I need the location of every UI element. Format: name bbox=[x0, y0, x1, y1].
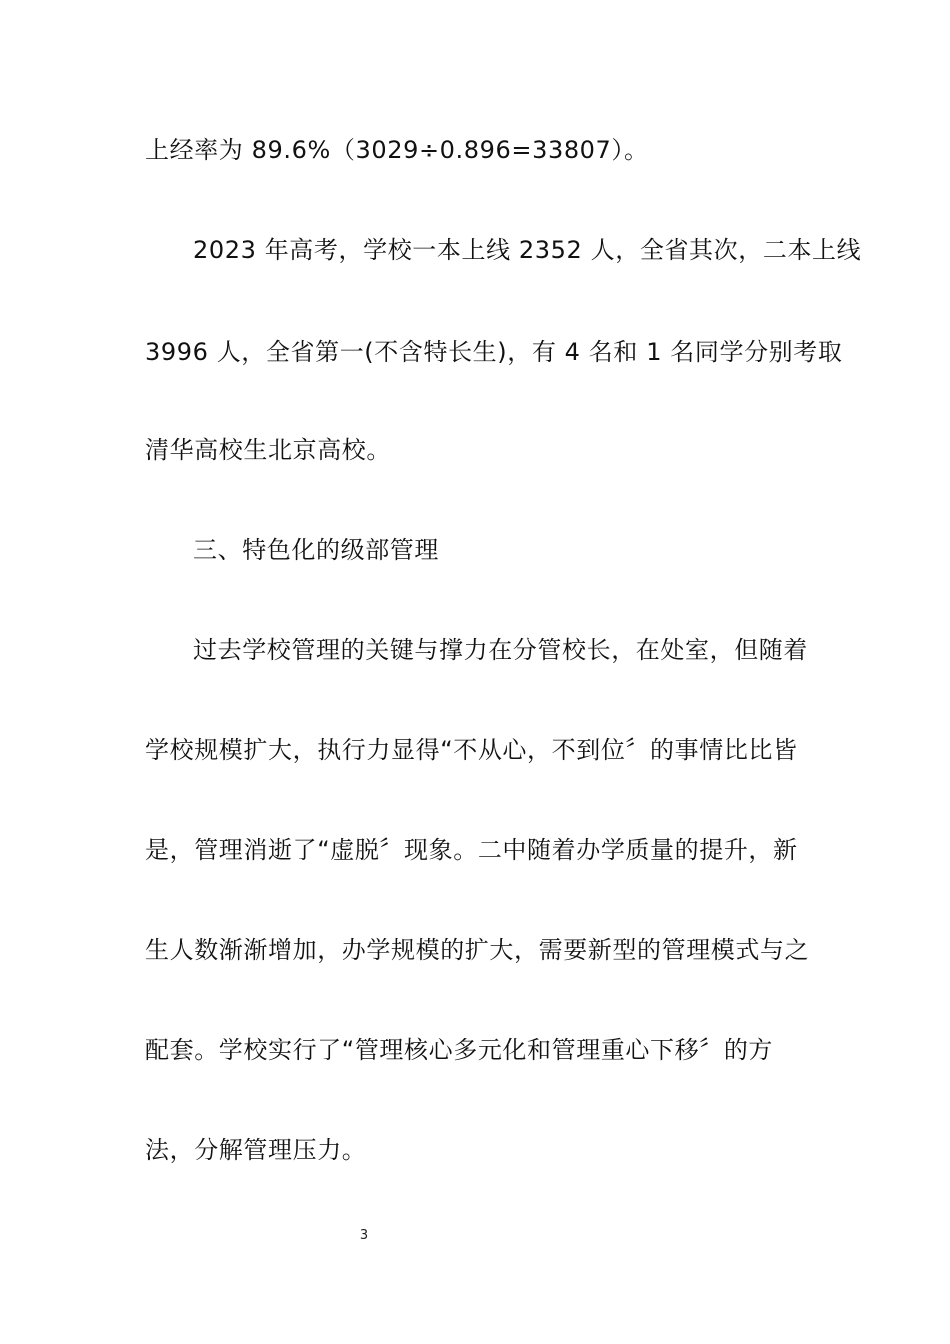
paragraph-line: 法，分解管理压力。 bbox=[145, 1136, 367, 1164]
page-number: 3 bbox=[359, 1228, 369, 1243]
paragraph-line: 配套。学校实行了“管理核心多元化和管理重心下移〞的方 bbox=[145, 1036, 774, 1064]
paragraph-line: 生人数渐渐增加，办学规模的扩大，需要新型的管理模式与之 bbox=[145, 936, 810, 964]
paragraph-line: 上经率为 89.6%（3029÷0.896=33807）。 bbox=[145, 136, 649, 164]
paragraph-line: 2023 年高考，学校一本上线 2352 人，全省其次，二本上线 bbox=[193, 236, 862, 264]
paragraph-line: 过去学校管理的关键与撑力在分管校长，在处室，但随着 bbox=[193, 636, 808, 664]
paragraph-line: 是，管理消逝了“虚脱〞现象。二中随着办学质量的提升，新 bbox=[145, 836, 798, 864]
section-heading: 三、特色化的级部管理 bbox=[193, 536, 439, 564]
paragraph-line: 学校规模扩大，执行力显得“不从心，不到位〞的事情比比皆 bbox=[145, 736, 798, 764]
paragraph-line: 3996 人，全省第一(不含特长生)，有 4 名和 1 名同学分别考取 bbox=[145, 338, 843, 366]
paragraph-line: 清华高校生北京高校。 bbox=[145, 436, 391, 464]
